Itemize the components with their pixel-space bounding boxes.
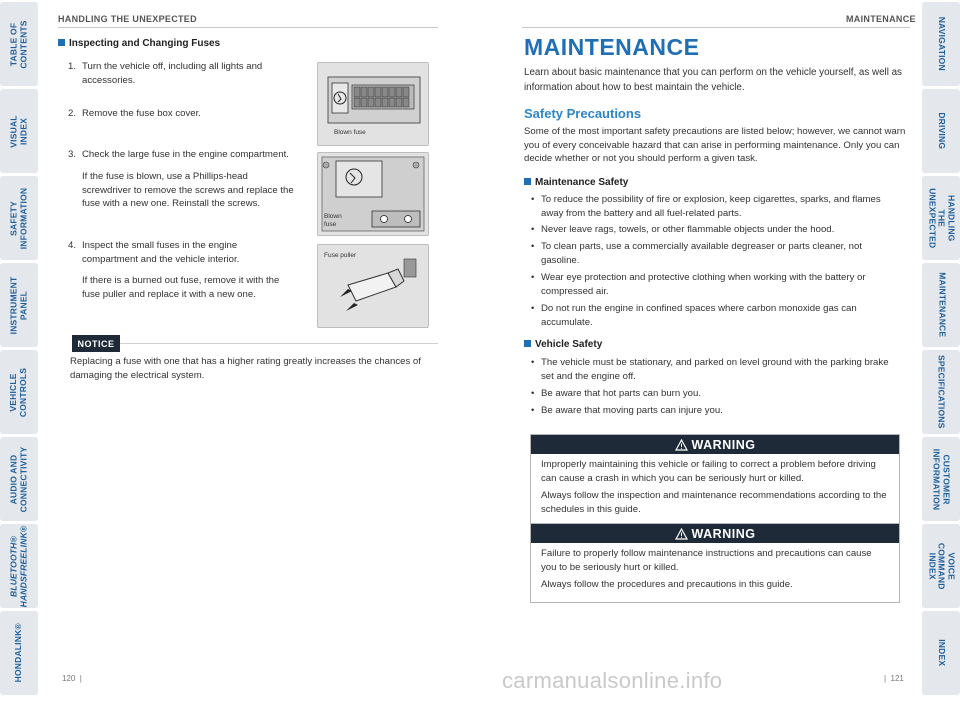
right-header-rule <box>522 27 910 28</box>
notice-rule <box>120 343 438 344</box>
tab-index[interactable]: INDEX <box>922 611 960 695</box>
fuse-puller-figure <box>317 244 429 328</box>
warning-box-1 <box>530 434 900 527</box>
right-page-number: | 121 <box>884 674 904 683</box>
step-2-number: 2. <box>68 108 77 119</box>
notice-text: Replacing a fuse with one that has a higher rating greatly increases the chances of damaging the electrical system. <box>70 356 421 381</box>
maintenance-safety-bullet-2: • Never leave rags, towels, or other flammable objects under the hood. <box>531 224 835 235</box>
warning-triangle-icon <box>675 439 688 451</box>
large-fuse-figure <box>317 152 429 236</box>
tab-voice-command-index[interactable]: VOICE COMMAND INDEX <box>922 524 960 608</box>
blown-fuse-caption-2: Blown fuse <box>324 213 342 228</box>
maintenance-safety-bullet-3: • To clean parts, use a commercially available degreaser or parts cleaner, not gasoline. <box>531 241 863 266</box>
step-1-number: 1. <box>68 61 77 72</box>
tab-navigation[interactable]: NAVIGATION <box>922 2 960 86</box>
step-4-text: Inspect the small fuses in the engine compartment and the vehicle interior. <box>82 240 240 265</box>
step-3-text: Check the large fuse in the engine compartment. <box>82 149 289 160</box>
tab-customer-information[interactable]: CUSTOMER INFORMATION <box>922 437 960 521</box>
watermark: carmanualsonline.info <box>502 668 723 693</box>
maintenance-safety-heading: Maintenance Safety <box>524 177 628 188</box>
warning-header-2: WARNING <box>531 524 899 543</box>
maintenance-intro: Learn about basic maintenance that you can perform on the vehicle yourself, as well as information about how to best maintain the vehicle. <box>524 67 902 93</box>
step-2-text: Remove the fuse box cover. <box>82 108 201 119</box>
step-3-detail: If the fuse is blown, use a Phillips-head screwdriver to remove the screws and replace the fuse with a new one. Reinstall the screws. <box>82 171 294 210</box>
right-page-header: MAINTENANCE <box>846 14 916 24</box>
warning-1-line-1: Improperly maintaining this vehicle or failing to correct a problem before driving can cause a crash in which you can be seriously hurt or killed. <box>541 459 876 484</box>
vehicle-safety-bullet-3: • Be aware that moving parts can injure you. <box>531 405 723 416</box>
fuse-puller-caption: Fuse puller <box>324 252 357 259</box>
tab-safety-information[interactable]: SAFETY INFORMATION <box>0 176 38 260</box>
tab-instrument-panel[interactable]: INSTRUMENT PANEL <box>0 263 38 347</box>
left-page-number: 120 | <box>62 674 82 683</box>
tab-visual-index[interactable]: VISUAL INDEX <box>0 89 38 173</box>
warning-box-2 <box>530 523 900 603</box>
step-1-text: Turn the vehicle off, including all lights and accessories. <box>82 61 263 86</box>
warning-2-line-2: Always follow the procedures and precautions in this guide. <box>541 579 793 591</box>
tab-audio-and-connectivity[interactable]: AUDIO AND CONNECTIVITY <box>0 437 38 521</box>
blown-fuse-caption-1: Blown fuse <box>334 129 366 136</box>
tab-handling-the-unexpected[interactable]: HANDLING THE UNEXPECTED <box>922 176 960 260</box>
tab-table-of-contents[interactable]: TABLE OF CONTENTS <box>0 2 38 86</box>
vehicle-safety-heading: Vehicle Safety <box>524 339 602 350</box>
maintenance-safety-bullet-1: • To reduce the possibility of fire or explosion, keep cigarettes, sparks, and flames away from the battery and all fuel-related parts. <box>531 194 881 219</box>
step-4-detail: If there is a burned out fuse, remove it with the fuse puller and replace it with a new one. <box>82 275 280 300</box>
vehicle-safety-bullet-2: • Be aware that hot parts can burn you. <box>531 388 701 399</box>
maintenance-title: MAINTENANCE <box>524 34 700 60</box>
warning-2-line-1: Failure to properly follow maintenance instructions and precautions can cause you to be seriously hurt or killed. <box>541 548 872 573</box>
safety-precautions-title: Safety Precautions <box>524 106 642 121</box>
left-side-tabs <box>0 0 38 703</box>
vehicle-safety-bullet-1: • The vehicle must be stationary, and parked on level ground with the parking brake set and the engine off. <box>531 357 889 382</box>
safety-precautions-intro: Some of the most important safety precautions are listed below; however, we cannot warn you of every conceivable hazard that can arise in performing maintenance. Only you can decide whether or not you should perform a given task. <box>524 126 906 165</box>
fuses-subheading: Inspecting and Changing Fuses <box>58 38 220 49</box>
tab-bluetooth-handsfreelink[interactable]: BLUETOOTH® HANDSFREELINK® <box>0 524 38 608</box>
notice-badge: NOTICE <box>72 335 120 352</box>
tab-hondalink[interactable]: HONDALINK® <box>0 611 38 695</box>
step-4-number: 4. <box>68 240 77 251</box>
warning-1-line-2: Always follow the inspection and maintenance recommendations according to the schedules in this guide. <box>541 490 887 515</box>
fuse-box-figure <box>317 62 429 146</box>
tab-specifications[interactable]: SPECIFICATIONS <box>922 350 960 434</box>
tab-maintenance[interactable]: MAINTENANCE <box>922 263 960 347</box>
step-3-number: 3. <box>68 149 77 160</box>
maintenance-safety-bullet-4: • Wear eye protection and protective clothing when working with the battery or compressed air. <box>531 272 866 297</box>
tab-vehicle-controls[interactable]: VEHICLE CONTROLS <box>0 350 38 434</box>
left-page-header: HANDLING THE UNEXPECTED <box>58 14 197 24</box>
tab-driving[interactable]: DRIVING <box>922 89 960 173</box>
left-header-rule <box>58 27 438 28</box>
warning-triangle-icon <box>675 528 688 540</box>
right-side-tabs <box>922 0 960 703</box>
warning-header-1: WARNING <box>531 435 899 454</box>
maintenance-safety-bullet-5: • Do not run the engine in confined spaces where carbon monoxide gas can accumulate. <box>531 303 857 328</box>
